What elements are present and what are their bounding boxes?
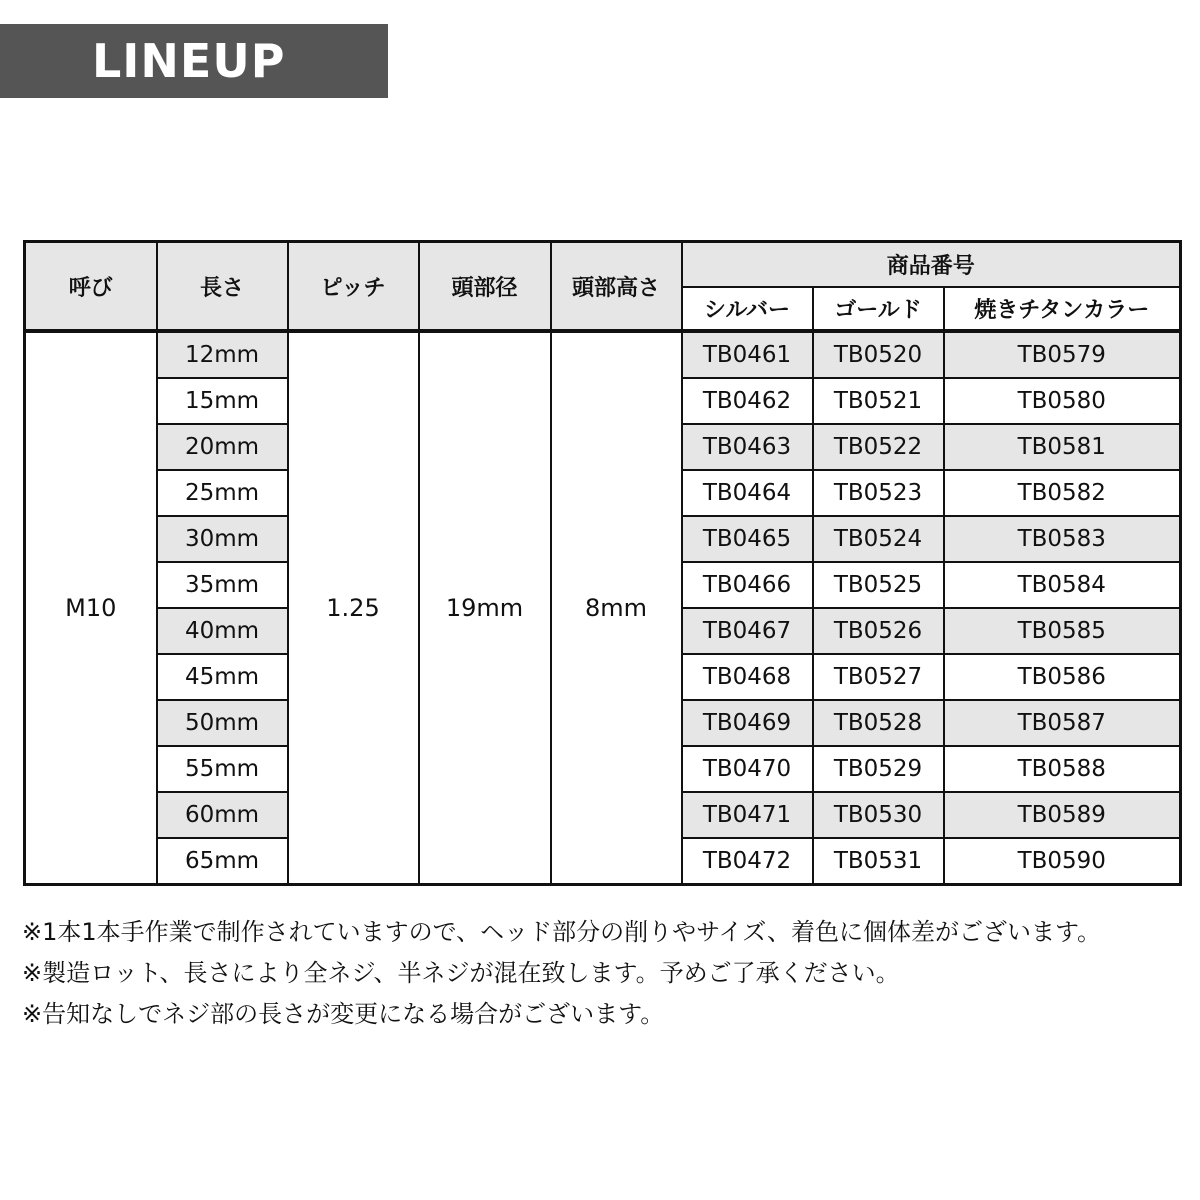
gold-product-number: TB0523: [813, 470, 944, 516]
page-title: LINEUP: [92, 34, 286, 88]
burnt-titanium-product-number: TB0589: [944, 792, 1181, 838]
column-header-gold: ゴールド: [813, 287, 944, 331]
column-header-length: 長さ: [157, 242, 288, 332]
burnt-titanium-product-number: TB0580: [944, 378, 1181, 424]
column-header-pitch: ピッチ: [288, 242, 419, 332]
gold-product-number: TB0521: [813, 378, 944, 424]
silver-product-number: TB0467: [682, 608, 813, 654]
length-cell: 40mm: [157, 608, 288, 654]
burnt-titanium-product-number: TB0582: [944, 470, 1181, 516]
silver-product-number: TB0466: [682, 562, 813, 608]
table-body: [25, 331, 1181, 885]
silver-product-number: TB0464: [682, 470, 813, 516]
note-line: ※1本1本手作業で制作されていますので、ヘッド部分の削りやサイズ、着色に個体差がございます。: [22, 918, 1102, 946]
notes-section: [22, 912, 1182, 1035]
lineup-header-band: [0, 24, 388, 98]
lineup-table: [23, 240, 1182, 886]
length-cell: 12mm: [157, 331, 288, 378]
length-cell: 55mm: [157, 746, 288, 792]
silver-product-number: TB0469: [682, 700, 813, 746]
burnt-titanium-product-number: TB0586: [944, 654, 1181, 700]
gold-product-number: TB0525: [813, 562, 944, 608]
gold-product-number: TB0522: [813, 424, 944, 470]
silver-product-number: TB0465: [682, 516, 813, 562]
pitch-cell: 1.25: [288, 331, 419, 885]
lineup-table-container: [23, 240, 1179, 882]
length-cell: 15mm: [157, 378, 288, 424]
length-cell: 25mm: [157, 470, 288, 516]
column-header-silver: シルバー: [682, 287, 813, 331]
burnt-titanium-product-number: TB0588: [944, 746, 1181, 792]
note-line: ※製造ロット、長さにより全ネジ、半ネジが混在致します。予めご了承ください。: [22, 959, 900, 987]
silver-product-number: TB0462: [682, 378, 813, 424]
burnt-titanium-product-number: TB0584: [944, 562, 1181, 608]
column-header-product-number: 商品番号: [682, 242, 1181, 288]
burnt-titanium-product-number: TB0579: [944, 331, 1181, 378]
length-cell: 65mm: [157, 838, 288, 885]
length-cell: 35mm: [157, 562, 288, 608]
burnt-titanium-product-number: TB0590: [944, 838, 1181, 885]
burnt-titanium-product-number: TB0581: [944, 424, 1181, 470]
table-row: [25, 331, 1181, 378]
silver-product-number: TB0470: [682, 746, 813, 792]
table-header: [25, 242, 1181, 332]
burnt-titanium-product-number: TB0585: [944, 608, 1181, 654]
gold-product-number: TB0526: [813, 608, 944, 654]
burnt-titanium-product-number: TB0583: [944, 516, 1181, 562]
head-diameter-cell: 19mm: [419, 331, 551, 885]
silver-product-number: TB0463: [682, 424, 813, 470]
gold-product-number: TB0524: [813, 516, 944, 562]
column-header-head-height: 頭部高さ: [551, 242, 682, 332]
column-header-nominal: 呼び: [25, 242, 157, 332]
gold-product-number: TB0528: [813, 700, 944, 746]
silver-product-number: TB0468: [682, 654, 813, 700]
silver-product-number: TB0472: [682, 838, 813, 885]
gold-product-number: TB0531: [813, 838, 944, 885]
column-header-head-diameter: 頭部径: [419, 242, 551, 332]
gold-product-number: TB0520: [813, 331, 944, 378]
silver-product-number: TB0471: [682, 792, 813, 838]
length-cell: 20mm: [157, 424, 288, 470]
column-header-burnt-titanium: 焼きチタンカラー: [944, 287, 1181, 331]
note-line: ※告知なしでネジ部の長さが変更になる場合がございます。: [22, 1000, 665, 1028]
length-cell: 30mm: [157, 516, 288, 562]
gold-product-number: TB0529: [813, 746, 944, 792]
gold-product-number: TB0527: [813, 654, 944, 700]
burnt-titanium-product-number: TB0587: [944, 700, 1181, 746]
silver-product-number: TB0461: [682, 331, 813, 378]
head-height-cell: 8mm: [551, 331, 682, 885]
length-cell: 60mm: [157, 792, 288, 838]
nominal-cell: M10: [25, 331, 157, 885]
length-cell: 45mm: [157, 654, 288, 700]
gold-product-number: TB0530: [813, 792, 944, 838]
length-cell: 50mm: [157, 700, 288, 746]
